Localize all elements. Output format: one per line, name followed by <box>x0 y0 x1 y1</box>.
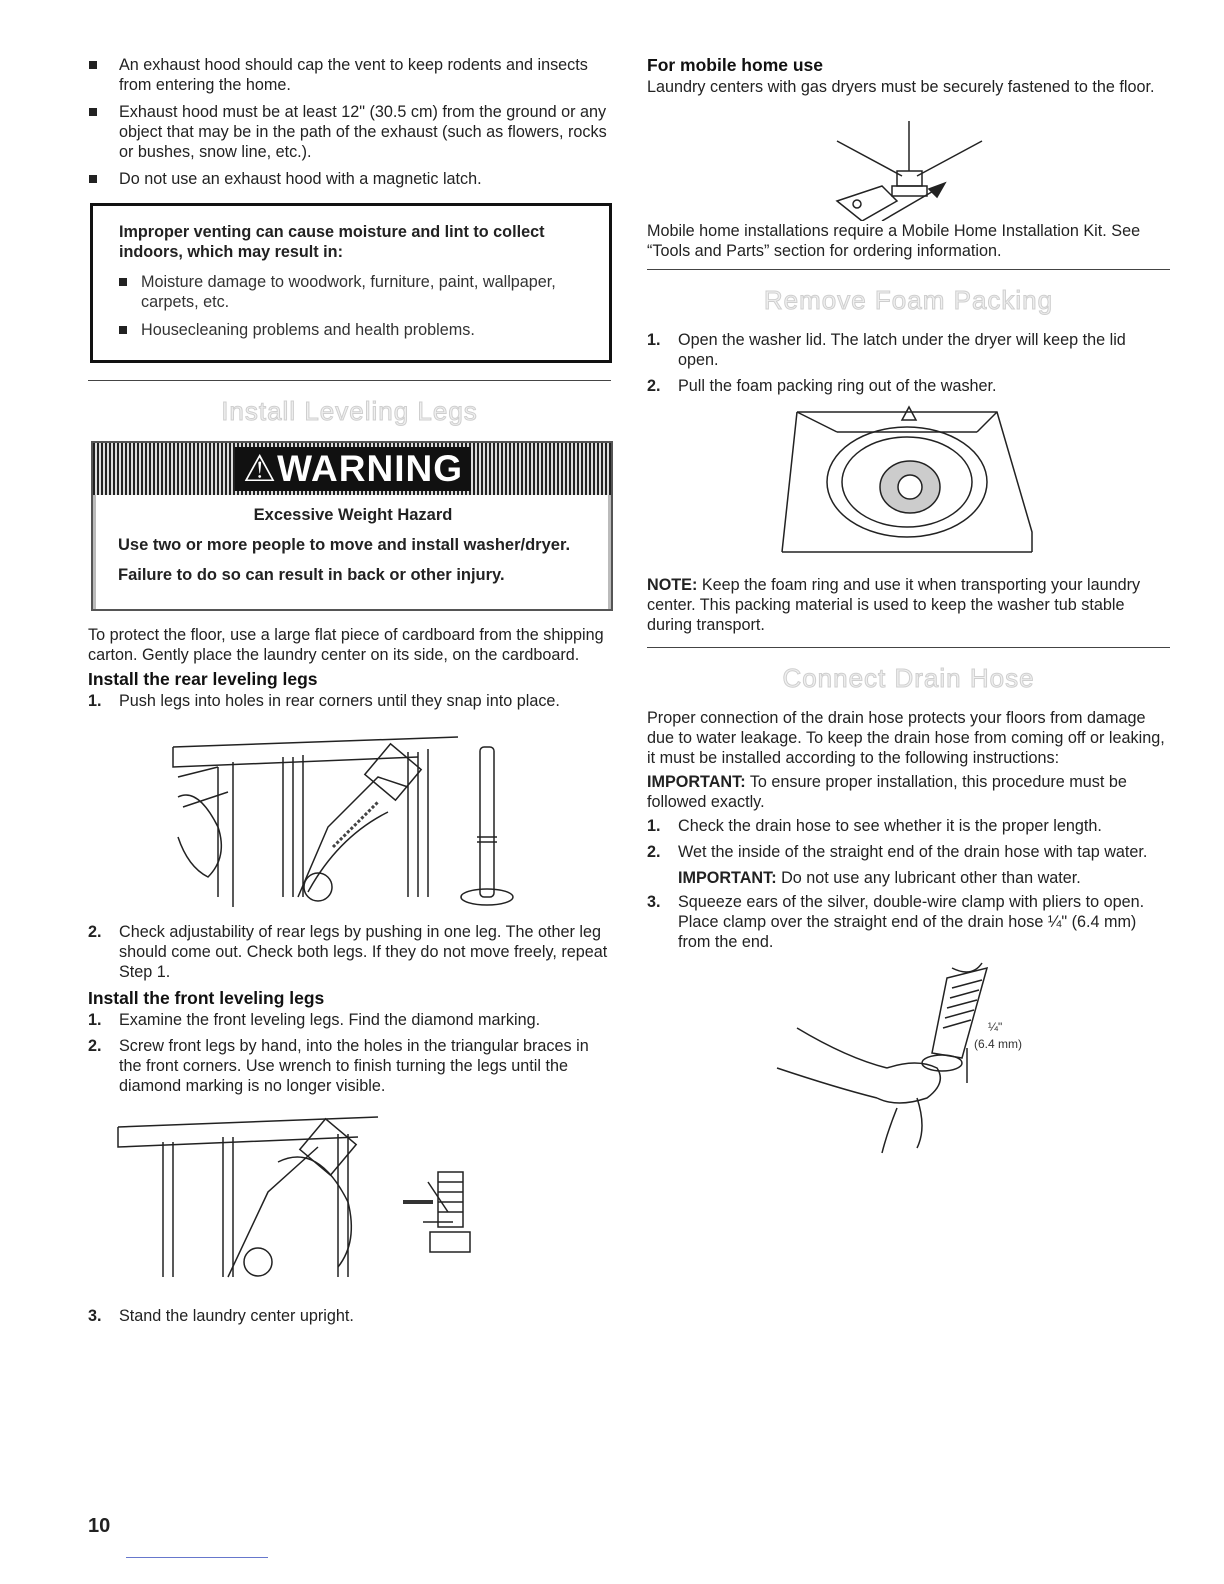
mobile-home-bracket-illustration <box>647 101 1170 221</box>
venting-caution-box <box>90 203 612 363</box>
caution-item: Moisture damage to woodwork, furniture, paint, wallpaper, carpets, etc. <box>119 272 585 312</box>
right-column <box>647 55 1170 1158</box>
drain-clamp-illustration <box>647 958 1170 1158</box>
warning-body <box>93 495 611 609</box>
caution-item: Housecleaning problems and health problems. <box>119 320 585 340</box>
section-divider <box>647 269 1170 270</box>
leveling-intro: To protect the floor, use a large flat piece of cardboard from the shipping carton. Gently place the laundry center on its side, on the cardboard. <box>88 626 604 664</box>
page-number: 10 <box>88 1515 111 1537</box>
warning-line: Failure to do so can result in back or other injury. <box>118 566 505 584</box>
mobile-home-heading: For mobile home use <box>647 55 823 75</box>
drain-intro: Proper connection of the drain hose protects your floors from damage due to water leakage. To keep the drain hose from coming off or leaking, it must be installed according to the following instructions: <box>647 709 1165 767</box>
warning-label: ⚠WARNING <box>235 447 471 491</box>
footer-line <box>126 1557 268 1558</box>
foam-note: NOTE: Keep the foam ring and use it when transporting your laundry center. This packing material is used to keep the washer tub stable during transport. <box>647 576 1141 634</box>
clamp-distance-inches: ¼" <box>988 1020 1003 1034</box>
step-item: 1. Check the drain hose to see whether it is the proper length. <box>647 817 1102 835</box>
section-title-drain-hose: Connect Drain Hose <box>782 663 1035 693</box>
rear-legs-illustration <box>88 717 611 922</box>
front-legs-illustration <box>88 1102 611 1292</box>
warning-line: Use two or more people to move and install washer/dryer. <box>118 536 571 554</box>
step-item: 2. Pull the foam packing ring out of the washer. <box>647 377 997 395</box>
section-divider <box>647 647 1170 648</box>
step-item: 2. Check adjustability of rear legs by pushing in one leg. The other leg should come out. Check both legs. If they do not move freely, repeat Step 1. <box>88 923 608 981</box>
foam-ring-illustration <box>647 402 1170 567</box>
step-item: 1. Push legs into holes in rear corners until they snap into place. <box>88 692 560 710</box>
caution-lead: Improper venting can cause moisture and lint to collect indoors, which may result in: <box>119 223 545 261</box>
step-item: 2. Screw front legs by hand, into the holes in the triangular braces in the front corners. Use wrench to finish turning the legs until the diamond marking is no longer visible. <box>88 1037 589 1095</box>
mobile-home-kit-text: Mobile home installations require a Mobile Home Installation Kit. See “Tools and Parts” section for ordering information. <box>647 222 1141 260</box>
step-item: 1. Examine the front leveling legs. Find the diamond marking. <box>88 1011 541 1029</box>
hose-clamp-drawing <box>647 958 1170 1158</box>
step-item: 3. Squeeze ears of the silver, double-wire clamp with pliers to open. Place clamp over the straight end of the drain hose ¼" (6.4 mm) from the end. <box>647 893 1145 951</box>
warning-triangle-icon: ⚠ <box>243 448 278 489</box>
left-column <box>88 55 611 1332</box>
mobile-home-text: Laundry centers with gas dryers must be securely fastened to the floor. <box>647 78 1155 96</box>
step-item: 1. Open the washer lid. The latch under the dryer will keep the lid open. <box>647 331 1126 369</box>
warning-box <box>91 441 613 611</box>
warning-hazard: Excessive Weight Hazard <box>253 506 453 524</box>
drain-important: IMPORTANT: To ensure proper installation, this procedure must be followed exactly. <box>647 773 1127 811</box>
clamp-distance-mm: (6.4 mm) <box>974 1037 1022 1051</box>
section-divider <box>88 380 611 381</box>
section-title-foam-packing: Remove Foam Packing <box>763 285 1054 315</box>
bullet-item: Do not use an exhaust hood with a magnetic latch. <box>88 169 611 189</box>
bullet-item: Exhaust hood must be at least 12" (30.5 cm) from the ground or any object that may be in the path of the exhaust (such as flowers, rocks or bushes, snow line, etc.). <box>88 102 611 162</box>
bullet-item: An exhaust hood should cap the vent to keep rodents and insects from entering the home. <box>88 55 611 95</box>
front-legs-heading: Install the front leveling legs <box>88 988 325 1008</box>
exhaust-bullets <box>88 55 611 189</box>
drain-important-lubricant: IMPORTANT: Do not use any lubricant other than water. <box>678 869 1081 887</box>
rear-legs-heading: Install the rear leveling legs <box>88 669 318 689</box>
warning-header <box>93 443 611 495</box>
section-title-leveling-legs: Install Leveling Legs <box>221 396 478 426</box>
step-item: 2. Wet the inside of the straight end of the drain hose with tap water. <box>647 843 1148 861</box>
step-item: 3. Stand the laundry center upright. <box>88 1307 354 1325</box>
